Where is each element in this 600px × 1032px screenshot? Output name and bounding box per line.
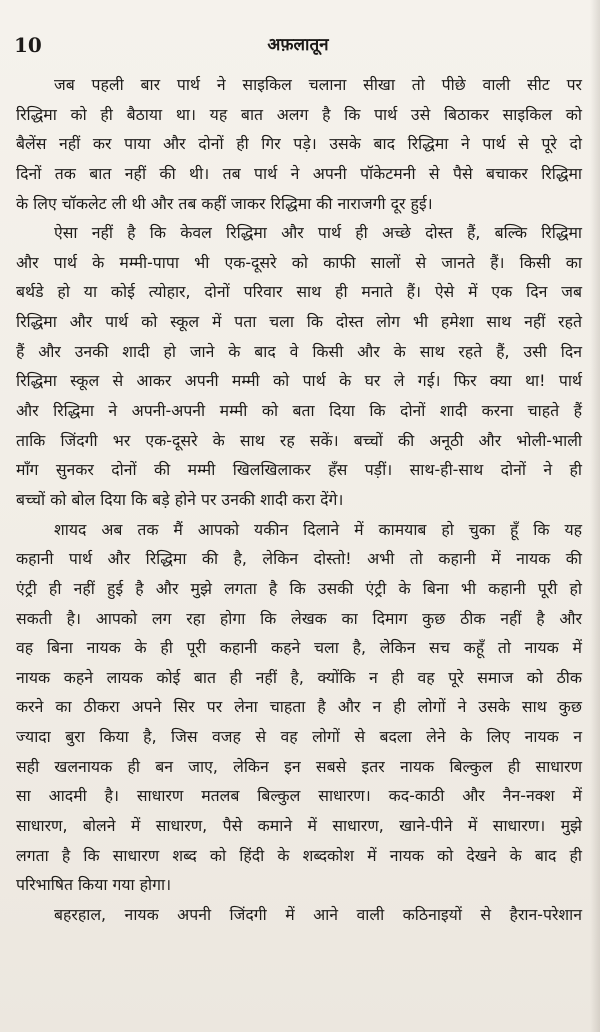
text-line: और पार्थ के मम्मी-पापा भी एक-दूसरे को काफी सालों से जानते हैं। किसी का (16, 252, 582, 272)
body-text (16, 70, 582, 930)
text-line: परिभाषित किया गया होगा। (16, 875, 172, 895)
text-line: सा आदमी है। साधारण मतलब बिल्कुल साधारण। कद-काठी और नैन-नक्श में (16, 786, 582, 806)
text-line: शायद अब तक मैं आपको यकीन दिलाने में कामयाब हो चुका हूँ कि यह (54, 519, 582, 539)
text-line: एंट्री ही नहीं हुई है और मुझे लगता है कि उसकी एंट्री के बिना भी कहानी पूरी हो (16, 578, 582, 598)
text-line: बच्चों को बोल दिया कि बड़े होने पर उनकी शादी करा देंगे। (16, 489, 344, 509)
text-line: वह बिना नायक के ही पूरी कहानी कहने चला है, लेकिन सच कहूँ तो नायक में (16, 638, 582, 658)
text-line: ताकि जिंदगी भर एक-दूसरे के साथ रह सकें। बच्चों की अनूठी और भोली-भाली (16, 430, 582, 450)
page-number: 10 (14, 33, 42, 57)
text-line: लगता है कि साधारण शब्द को हिंदी के शब्दकोश में नायक को देखने के बाद ही (16, 845, 582, 865)
text-line: दिनों तक बात नहीं की थी। तब पार्थ ने अपनी पॉकेटमनी से पैसे बचाकर रिद्धिमा (16, 163, 582, 183)
text-line: हैं और उनकी शादी हो जाने के बाद वे किसी और के साथ रहते हैं, उसी दिन (16, 341, 582, 361)
text-line: नायक कहने लायक कोई बात ही नहीं है, क्योंकि न ही वह पूरे समाज को ठीक (16, 667, 582, 687)
text-line: बर्थडे हो या कोई त्योहार, दोनों परिवार साथ ही मनाते हैं। ऐसे में एक दिन जब (16, 282, 582, 302)
text-line: सही खलनायक ही बन जाए, लेकिन इन सबसे इतर नायक बिल्कुल ही साधारण (16, 756, 582, 776)
text-line: रिद्धिमा स्कूल से आकर अपनी मम्मी को पार्थ के घर ले गई। फिर क्या था! पार्थ (16, 371, 582, 391)
text-line: करने का ठीकरा अपने सिर पर लेना चाहता है और न ही लोगों ने उसके साथ कुछ (16, 697, 582, 717)
page-header (14, 30, 582, 62)
text-line: बैलेंस नहीं कर पाया और दोनों ही गिर पड़े। उसके बाद रिद्धिमा ने पार्थ से पूरे दो (16, 134, 582, 154)
text-line: माँग सुनकर दोनों की मम्मी खिलखिलाकर हँस पड़ीं। साथ-ही-साथ दोनों ने ही (16, 460, 582, 480)
text-line: जब पहली बार पार्थ ने साइकिल चलाना सीखा तो पीछे वाली सीट पर (54, 75, 582, 94)
text-line: साधारण, बोलने में साधारण, पैसे कमाने में साधारण, खाने-पीने में साधारण। मुझे (16, 816, 582, 836)
text-line: कहानी पार्थ और रिद्धिमा की है, लेकिन दोस्तो! अभी तो कहानी में नायक की (16, 549, 582, 569)
page-edge-shadow (590, 0, 600, 1032)
text-line: ऐसा नहीं है कि केवल रिद्धिमा और पार्थ ही अच्छे दोस्त हैं, बल्कि रिद्धिमा (54, 223, 582, 243)
text-line: बहरहाल, नायक अपनी जिंदगी में आने वाली कठिनाइयों से हैरान-परेशान (54, 904, 582, 924)
running-title: अफ़लातून (267, 35, 329, 55)
text-line: ज्यादा बुरा किया है, जिस वजह से वह लोगों से बदला लेने के लिए नायक न (16, 727, 582, 747)
text-line: सकती है। आपको लग रहा होगा कि लेखक का दिमाग कुछ ठीक नहीं है और (16, 608, 582, 628)
text-line: रिद्धिमा और पार्थ को स्कूल में पता चला कि दोस्त लोग भी हमेशा साथ नहीं रहते (16, 312, 582, 332)
text-line: के लिए चॉकलेट ली थी और तब कहीं जाकर रिद्धिमा की नाराजगी दूर हुई। (16, 193, 433, 213)
text-line: और रिद्धिमा ने अपनी-अपनी मम्मी को बता दिया कि दोनों शादी करना चाहते हैं (16, 401, 582, 421)
text-line: रिद्धिमा को ही बैठाया था। यह बात अलग है कि पार्थ उसे बिठाकर साइकिल को (16, 104, 582, 124)
